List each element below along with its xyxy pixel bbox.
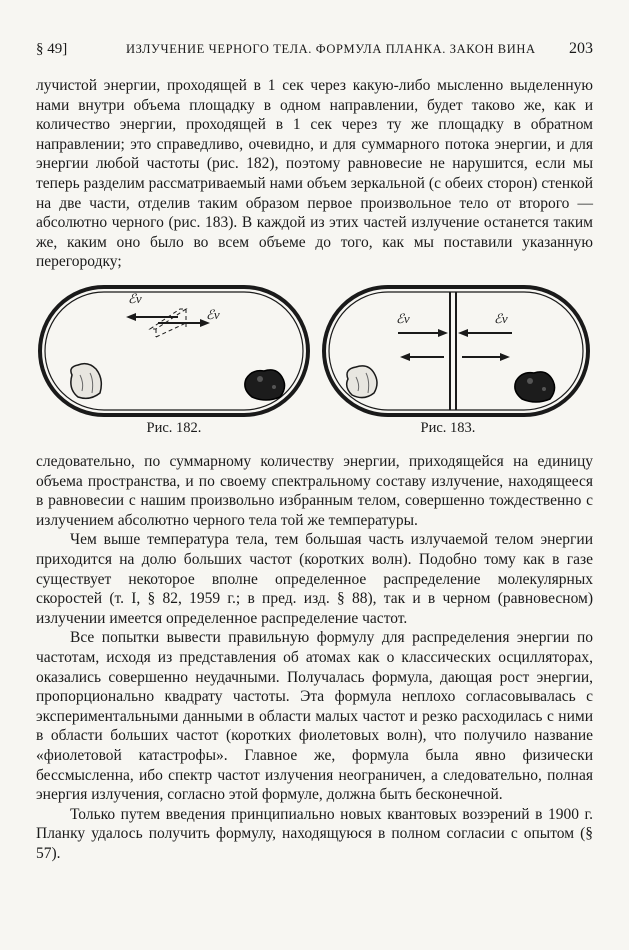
text-block-top [36,76,593,272]
page-number: 203 [569,40,593,57]
paragraph-2: следовательно, по суммарному количеству энергии, приходящейся на единицу объема пространства, и по своему спектральному составу излучение, находящееся в равновесии с нашим произвольно избранным телом, совершенно тождественно с излучением абсолютно черного тела той же температуры. [36,453,593,529]
paragraph-1: лучистой энергии, проходящей в 1 сек через какую-либо мысленно выделенную нами внутри объема площадку в одном направлении, будет таково же, как и количество энергии, проходящей в 1 сек через ту же площадку в обратном направлении; это справедливо, очевидно, и для суммарного потока энергии, и для энергии любой частоты (рис. 182), поэтому равновесие не нарушится, если мы теперь разделим рассматриваемый нами объем зеркальной (с обеих сторон) стенкой на две части, отделив таким образом первое произвольное тело от второго — абсолютно черного (рис. 183). В каждой из этих частей излучение останется таким же, каким оно было во всем объеме до того, как мы поставили указанную перегородку; [36,77,593,271]
figure-183-drawing [322,283,590,419]
section-number: § 49] [36,41,68,57]
figure-183 [322,283,590,419]
figure-183-caption: Рис. 183. [420,420,476,436]
running-title: ИЗЛУЧЕНИЕ ЧЕРНОГО ТЕЛА. ФОРМУЛА ПЛАНКА. ЗАКОН ВИНА [126,42,536,56]
figure-182 [38,283,310,419]
fig183-label-right: ℰν [494,311,508,326]
paragraph-3: Чем выше температура тела, тем большая часть излучаемой телом энергии приходится на долю больших частот (коротких волн). Подобно тому как в газе существует некоторое вполне определенное распределение молекулярных скоростей (т. I, § 82, 1959 г.; в пред. изд. § 88), так и в черном (равновесном) излучении имеется определенное распределение частот. [36,531,593,627]
paragraph-5: Только путем введения принципиально новых квантовых возэрений в 1900 г. Планку удалось получить формулу, находящуюся в полном согласии с опытом (§ 57). [36,805,593,862]
fig183-label-left: ℰν [396,311,410,326]
paragraph-4: Все попытки вывести правильную формулу для распределения энергии по частотам, исходя из представления об атомах как о классических осцилляторах, оказались совершенно неудачными. Получалась формула, дающая рост энергии, пропорционально квадрату частоты. Эта формула неплохо согласовывалась с экспериментальными данными в области малых частот и резко расходилась с ними в области больших частот (коротких фиолетовых волн), что получило название «фиолетовой катастрофы». Главное же, формула была явно физически бессмысленна, ибо спектр частот излучения неограничен, а следовательно, полная энергия излучения, согласно этой формуле, должна быть бесконечной. [36,629,593,804]
figure-182-drawing [38,283,310,419]
page-header [36,38,593,60]
fig182-label-right: ℰν [206,307,220,322]
text-block-bottom [36,452,593,863]
figure-182-caption: Рис. 182. [146,420,202,436]
fig182-label-top: ℰν [128,291,142,306]
